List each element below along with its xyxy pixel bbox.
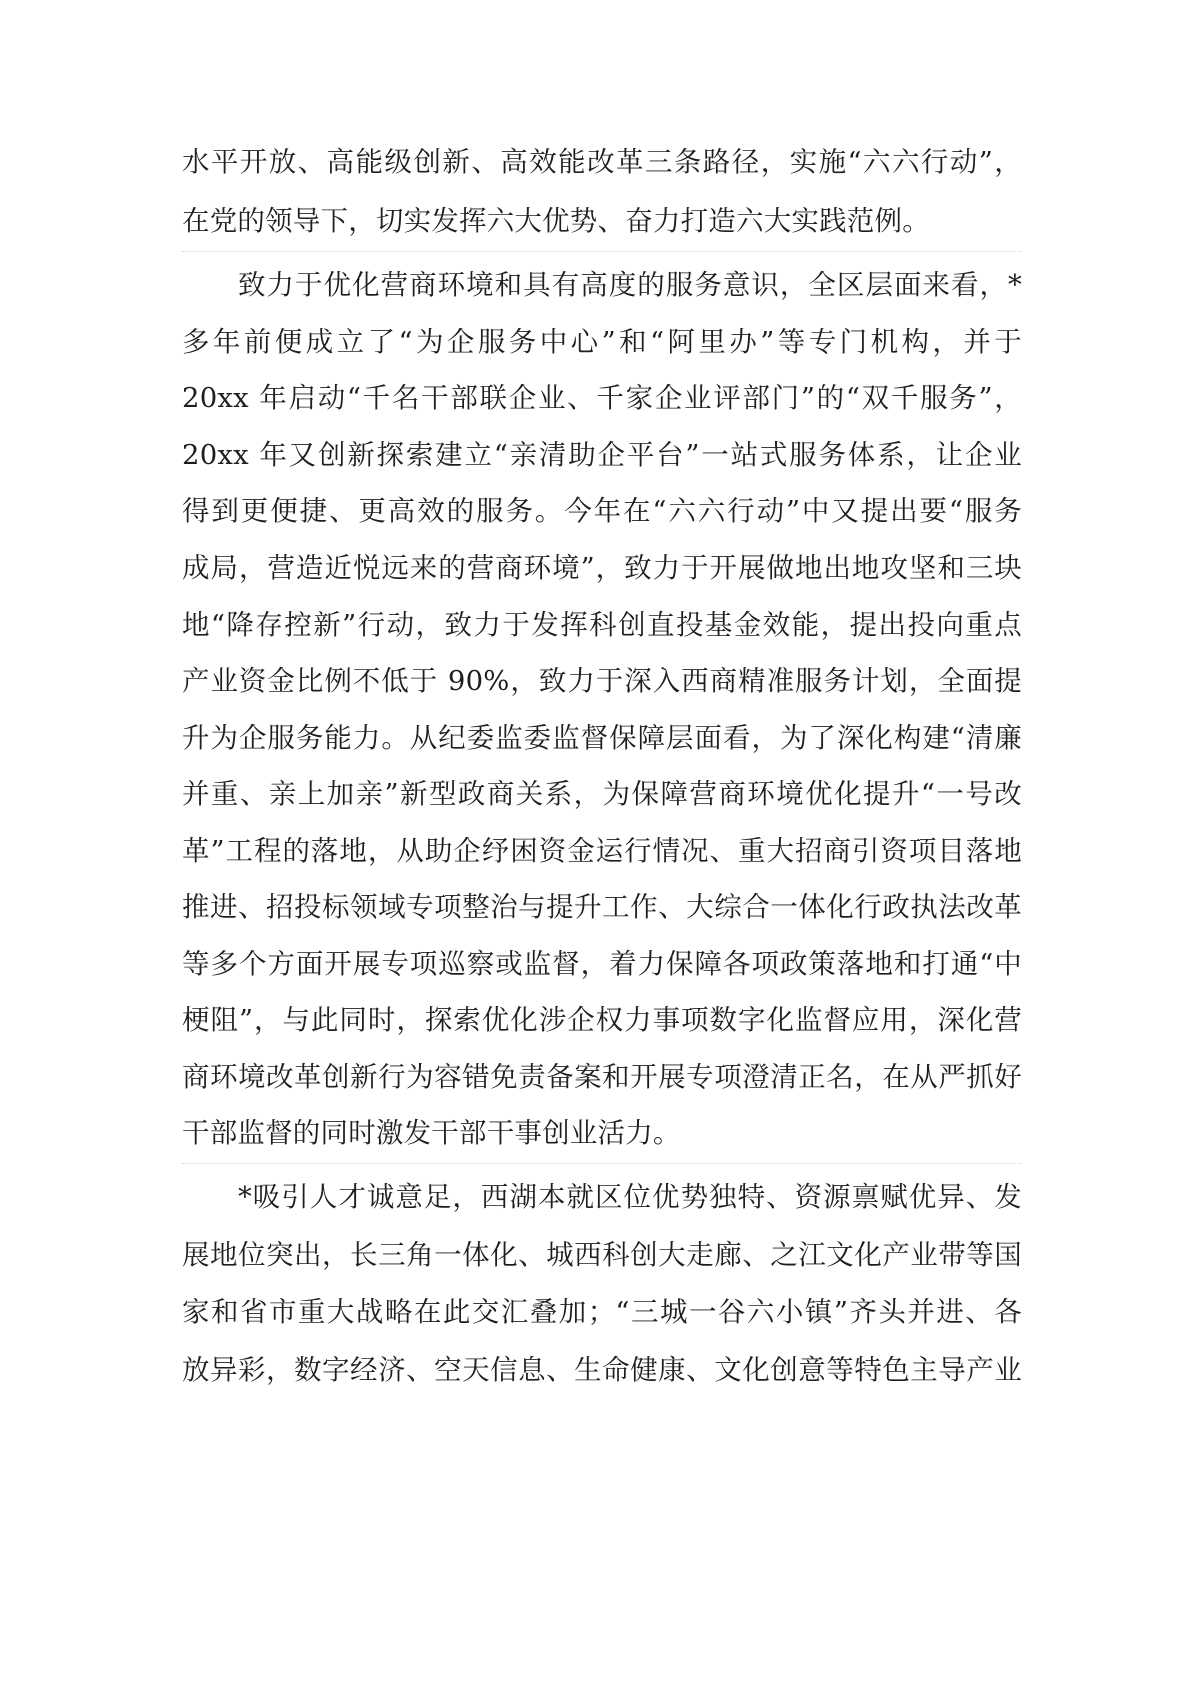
- text-line: 并重、亲上加亲”新型政商关系，为保障营商环境优化提升“一号改: [182, 778, 1022, 810]
- text-line: 家和省市重大战略在此交汇叠加；“三城一谷六小镇”齐头并进、各: [182, 1296, 1022, 1328]
- line-divider: [182, 1163, 1022, 1164]
- text-line: 推进、招投标领域专项整治与提升工作、大综合一体化行政执法改革: [182, 891, 1022, 923]
- text-line: 得到更便捷、更高效的服务。今年在“六六行动”中又提出要“服务: [182, 495, 1022, 527]
- line-divider: [182, 251, 1022, 252]
- text-line: 20xx 年又创新探索建立“亲清助企平台”一站式服务体系，让企业: [182, 439, 1022, 471]
- text-line: 升为企服务能力。从纪委监委监督保障层面看，为了深化构建“清廉: [182, 722, 1022, 754]
- text-line: 展地位突出，长三角一体化、城西科创大走廊、之江文化产业带等国: [182, 1239, 1022, 1271]
- text-line: 地“降存控新”行动，致力于发挥科创直投基金效能，提出投向重点: [182, 609, 1022, 641]
- text-line: 水平开放、高能级创新、高效能改革三条路径，实施“六六行动”，: [182, 146, 1022, 178]
- text-line: 20xx 年启动“千名干部联企业、千家企业评部门”的“双千服务”，: [182, 382, 1022, 414]
- text-line: 梗阻”，与此同时，探索优化涉企权力事项数字化监督应用，深化营: [182, 1004, 1022, 1036]
- text-line: 产业资金比例不低于 90%，致力于深入西商精准服务计划，全面提: [182, 665, 1022, 697]
- text-line: 革”工程的落地，从助企纾困资金运行情况、重大招商引资项目落地: [182, 835, 1022, 867]
- text-line: 多年前便成立了“为企服务中心”和“阿里办”等专门机构，并于: [182, 326, 1022, 358]
- text-line: 成局，营造近悦远来的营商环境”，致力于开展做地出地攻坚和三块: [182, 552, 1022, 584]
- text-line: 干部监督的同时激发干部干事创业活力。: [182, 1117, 681, 1149]
- text-line: 等多个方面开展专项巡察或监督，着力保障各项政策落地和打通“中: [182, 948, 1022, 980]
- text-line: *吸引人才诚意足，西湖本就区位优势独特、资源禀赋优异、发: [238, 1181, 1022, 1213]
- text-line: 在党的领导下，切实发挥六大优势、奋力打造六大实践范例。: [182, 205, 930, 237]
- text-line: 商环境改革创新行为容错免责备案和开展专项澄清正名，在从严抓好: [182, 1061, 1022, 1093]
- text-line: 致力于优化营商环境和具有高度的服务意识，全区层面来看，*: [238, 269, 1022, 301]
- text-line: 放异彩，数字经济、空天信息、生命健康、文化创意等特色主导产业: [182, 1354, 1022, 1386]
